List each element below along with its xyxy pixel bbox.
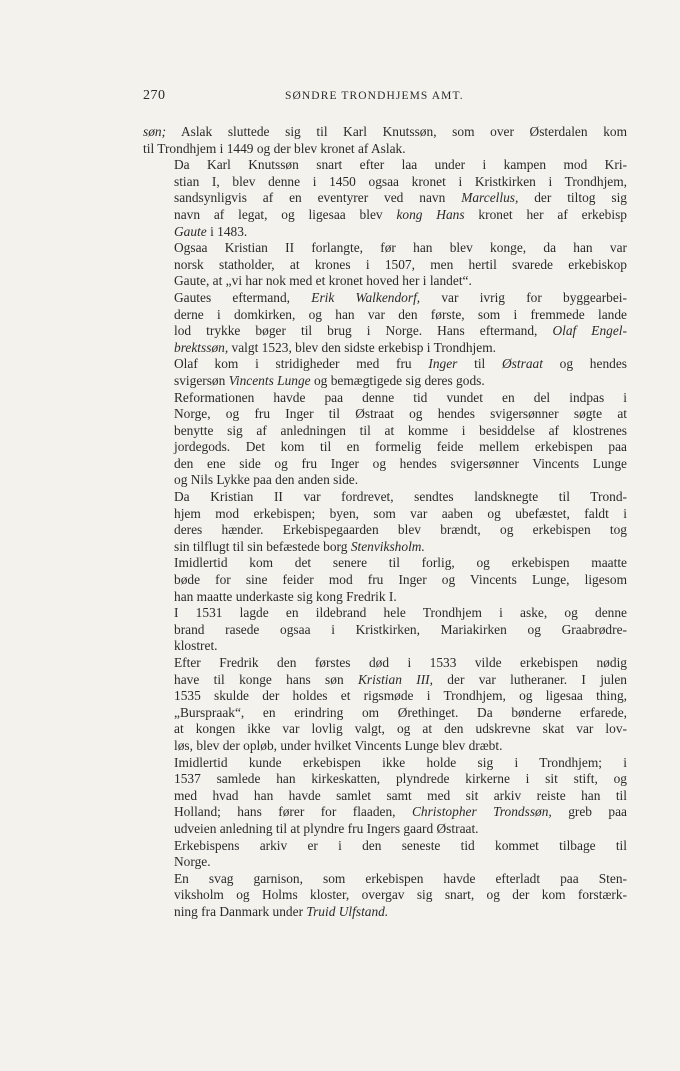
paragraph: Gautes eftermand, Erik Walkendorf, var ivrig for byggearbei- derne i domkirken, og han var den første, som i fremmede lande lod trykke bøger til brug i Norge. Hans eftermand, Olaf Engel- brektssøn, valgt 1523, blev den sidste erkebisp i Trondhjem. — [174, 289, 627, 355]
body-text — [143, 124, 627, 921]
paragraph: søn; Aslak sluttede sig til Karl Knutssøn, som over Østerdalen kom til Trondhjem i 1449 og der blev kronet af Aslak. — [143, 124, 627, 156]
paragraph: Efter Fredrik den førstes død i 1533 vilde erkebispen nødig have til konge hans søn Kristian III, der var lutheraner. I julen 1535 skulde der holdes et rigsmøde i Trondhjem, og ligesaa thing, „Burspraak“, en erindring om Ørethinget. Da bønderne erfarede, at kongen ikke var lovlig valgt, og at den udskrevne skat var lov- løs, blev der opløb, under hvilket Vincents Lunge blev dræbt. — [174, 655, 627, 753]
paragraph: Ogsaa Kristian II forlangte, før han blev konge, da han var norsk statholder, at krones i 1507, men hertil svarede erkebiskop Gaute, at „vi har nok med et kronet hoved her i landet“. — [174, 240, 627, 289]
paragraph: Da Karl Knutssøn snart efter laa under i kampen mod Kri- stian I, blev denne i 1450 ogsaa kronet i Kristkirken i Trondhjem, sandsynligvis af en eventyrer ved navn Marcellus, der tiltog sig navn af legat, og ligesaa blev kong Hans kronet her af erkebisp Gaute i 1483. — [174, 157, 627, 239]
paragraph: Imidlertid kom det senere til forlig, og erkebispen maatte bøde for sine feider mod fru Inger og Vincents Lunge, ligesom han maatte underkaste sig kong Fredrik I. — [174, 555, 627, 604]
paragraph: En svag garnison, som erkebispen havde efterladt paa Sten- viksholm og Holms kloster, overgav sig snart, og der kom forstærk- ning fra Danmark under Truid Ulfstand. — [174, 870, 627, 919]
running-head: SØNDRE TRONDHJEMS AMT. — [285, 90, 464, 102]
paragraph: Imidlertid kunde erkebispen ikke holde sig i Trondhjem; i 1537 samlede han kirkeskatten, plyndrede kirkerne i sit stift, og med hvad han havde samlet samt med sit arkiv reiste han til Holland; hans fører for flaaden, Christopher Trondssøn, greb paa udveien anledning til at plyndre fru Ingers gaard Østraat. — [174, 754, 627, 836]
page-number: 270 — [143, 88, 166, 103]
paragraph: I 1531 lagde en ildebrand hele Trondhjem i aske, og denne brand rasede ogsaa i Kristkirken, Mariakirken og Graabrødre- klostret. — [174, 605, 627, 654]
paragraph: Reformationen havde paa denne tid vundet en del indpas i Norge, og fru Inger til Østraat og hendes svigersønner søgte at benytte sig af anledningen til at komme i besiddelse af klostrenes jordegods. Det kom til en formelig feide mellem erkebispen paa den ene side og fru Inger og hendes svigersønner Vincents Lunge og Nils Lykke paa den anden side. — [174, 389, 627, 488]
paragraph: Da Kristian II var fordrevet, sendtes landsknegte til Trond- hjem mod erkebispen; byen, som var aaben og ubefæstet, faldt i deres hænder. Erkebispegaarden blev brændt, og erkebispen tog sin tilflugt til sin befæstede borg Stenviksholm. — [174, 489, 627, 554]
paragraph: Olaf kom i stridigheder med fru Inger til Østraat og hendes svigersøn Vincents Lunge og bemægtigede sig deres gods. — [174, 356, 627, 388]
paragraph: Erkebispens arkiv er i den seneste tid kommet tilbage til Norge. — [174, 837, 627, 870]
page-header — [143, 88, 627, 108]
